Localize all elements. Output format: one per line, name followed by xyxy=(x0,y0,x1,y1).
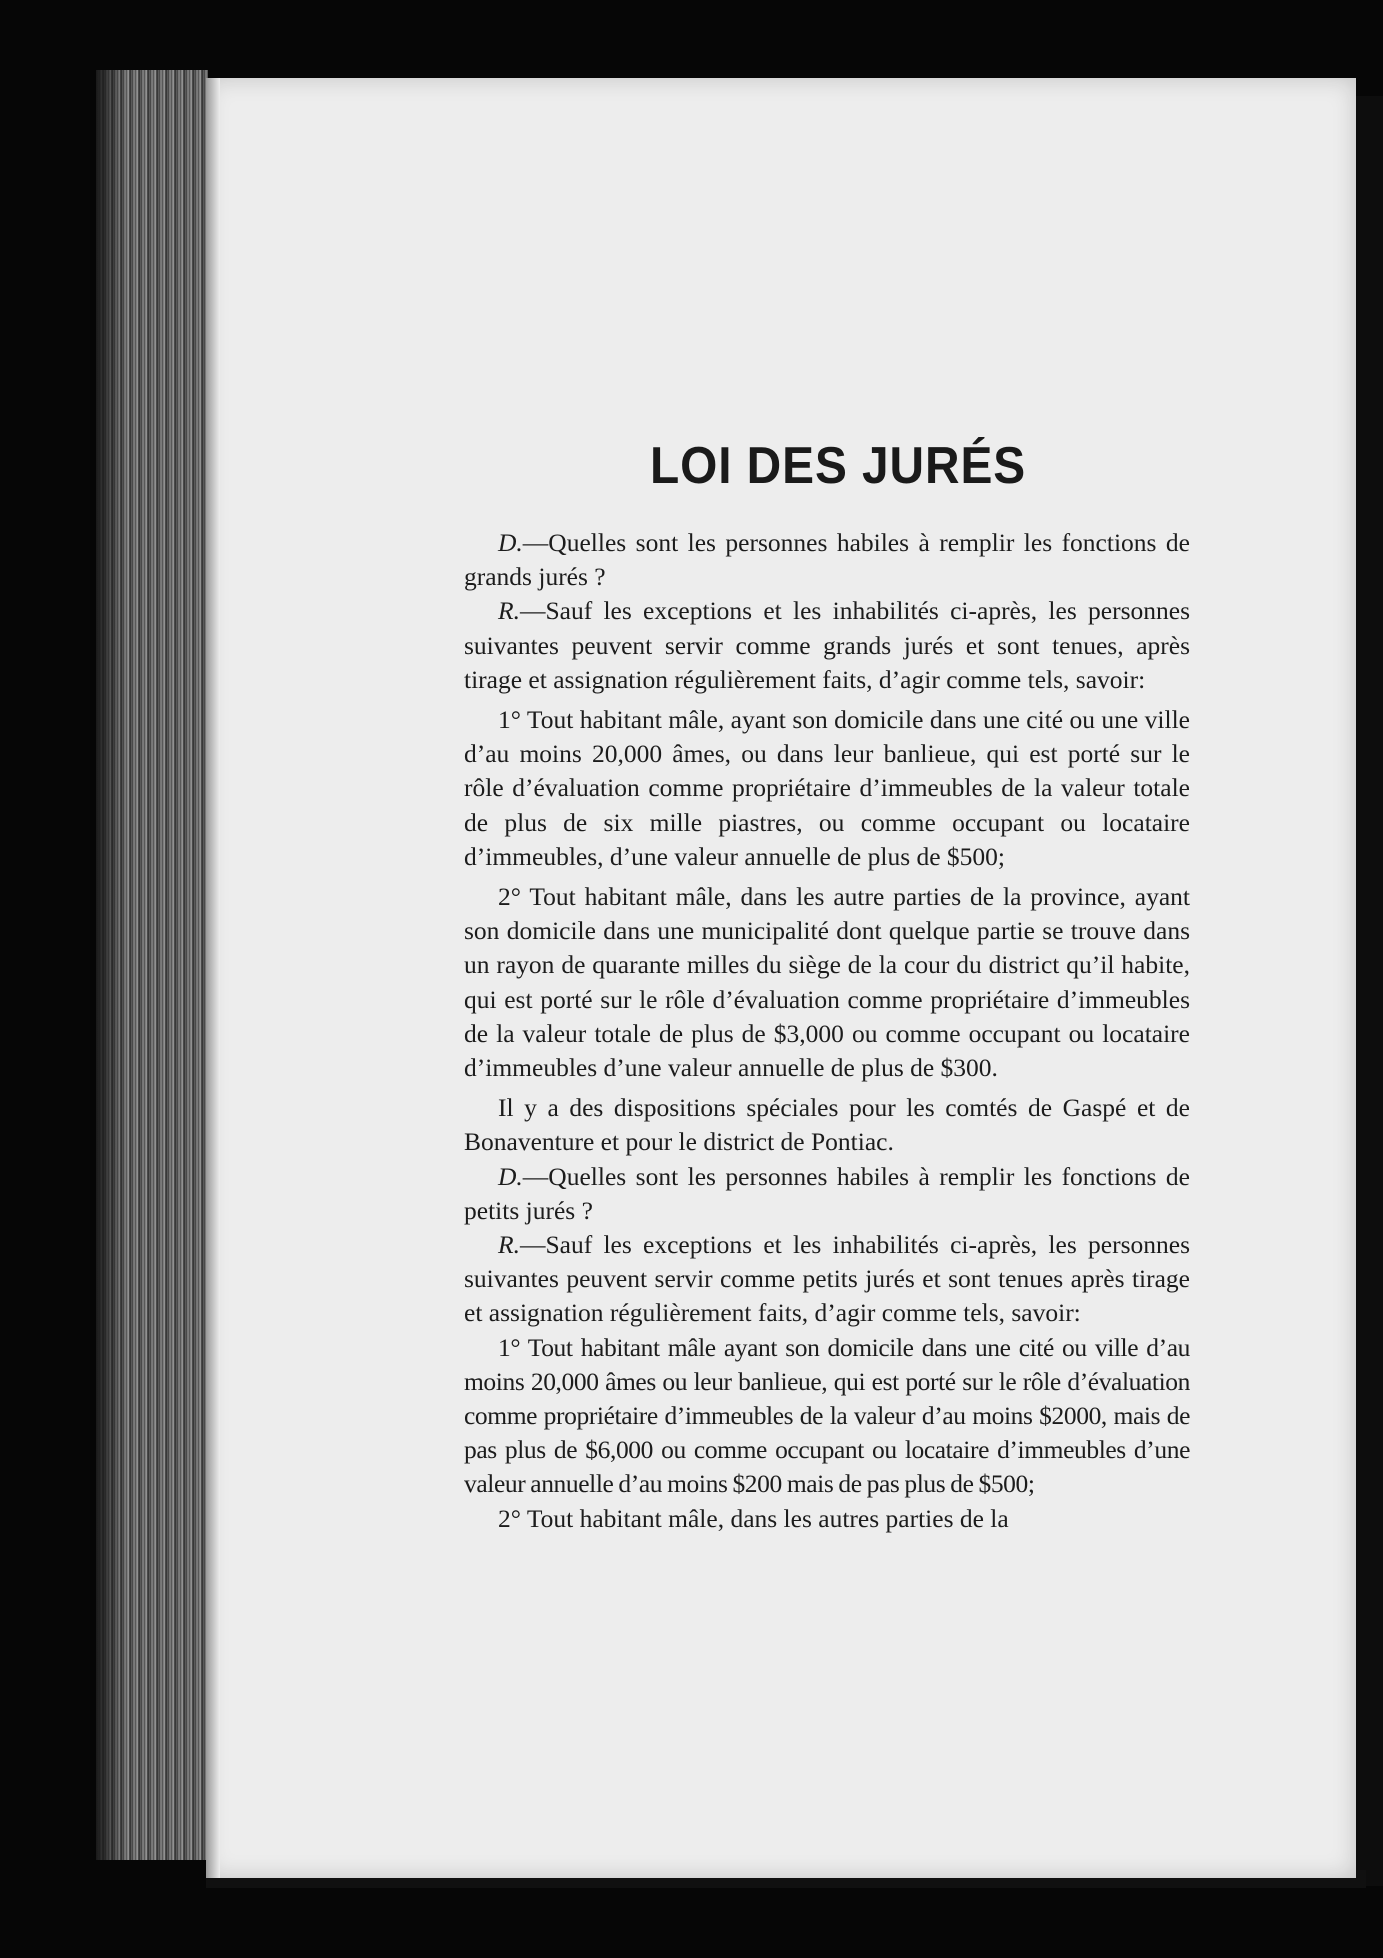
edge-shadow xyxy=(96,70,126,1860)
petits-jures-item-2 xyxy=(464,1502,1190,1536)
question-marker: D. xyxy=(498,1161,523,1191)
paragraph-text: Il y a des dispositions spéciales pour les comtés de Gaspé et de Bonaventure et pour le district de Pontiac. xyxy=(464,1093,1190,1157)
page-sheet xyxy=(206,78,1356,1878)
page-title: LOI DES JURÉS xyxy=(649,437,1027,495)
answer-petits-jures xyxy=(464,1228,1190,1331)
paragraph-text: —Quelles sont les personnes habiles à remplir les fonctions de petits jurés ? xyxy=(464,1161,1190,1225)
petits-jures-item-1 xyxy=(464,1331,1190,1502)
paragraph-text: —Sauf les exceptions et les inhabilités ci-après, les personnes suivantes peuvent servir comme petits jurés et sont tenues après tirage et assignation régulièrement faits, d’agir comme tels, savoir: xyxy=(464,1230,1190,1328)
special-provisions xyxy=(464,1091,1190,1159)
grand-jures-item-2 xyxy=(464,880,1190,1085)
paragraph-text: 1° Tout habitant mâle, ayant son domicile dans une cité ou une ville d’au moins 20,000 âmes, ou dans leur banlieue, qui est porté sur le rôle d’évaluation comme propriétaire d’immeubles de la valeur totale de plus de six mille piastres, ou comme occupant ou locataire d’immeubles, d’une valeur annuelle de plus de $500; xyxy=(464,705,1190,871)
answer-marker: R. xyxy=(498,596,520,626)
grand-jures-item-1 xyxy=(464,703,1190,874)
question-marker: D. xyxy=(498,528,523,557)
answer-grand-jures xyxy=(464,594,1190,697)
paragraph-text: 1° Tout habitant mâle ayant son domicile dans une cité ou ville d’au moins 20,000 âmes ou leur banlieue, qui est porté sur le rôle d’évaluation comme propriétaire d’immeubles de la valeur d’au moins $2000, mais de pas plus de $6,000 ou comme occupant ou locataire d’immeubles d’une valeur annuelle d’au moins $200 mais de pas plus de $500; xyxy=(464,1332,1190,1499)
paragraph-text: 2° Tout habitant mâle, dans les autre parties de la province, ayant son domicile dans une municipalité dont quelque partie se trouve dans un rayon de quarante milles du siège de la cour du district qu’il habite, qui est porté sur le rôle d’évaluation comme propriétaire d’immeubles de la valeur totale de plus de $3,000 ou comme occupant ou locataire d’immeubles d’une valeur annuelle de plus de $300. xyxy=(464,882,1190,1083)
question-petits-jures xyxy=(464,1160,1190,1228)
paragraph-text: —Sauf les exceptions et les inhabilités ci-après, les personnes suivantes peuvent servir comme grands jurés et sont tenues, après tirage et assignation régulièrement faits, d’agir comme tels, savoir: xyxy=(464,596,1190,694)
body-text xyxy=(464,526,1190,1536)
paragraph-text: 2° Tout habitant mâle, dans les autres parties de la xyxy=(498,1503,1009,1533)
answer-marker: R. xyxy=(498,1230,520,1260)
paragraph-text: —Quelles sont les personnes habiles à remplir les fonctions de grands jurés ? xyxy=(464,528,1190,592)
question-grand-jures xyxy=(464,526,1190,594)
right-margin-shadow xyxy=(1356,96,1383,1886)
